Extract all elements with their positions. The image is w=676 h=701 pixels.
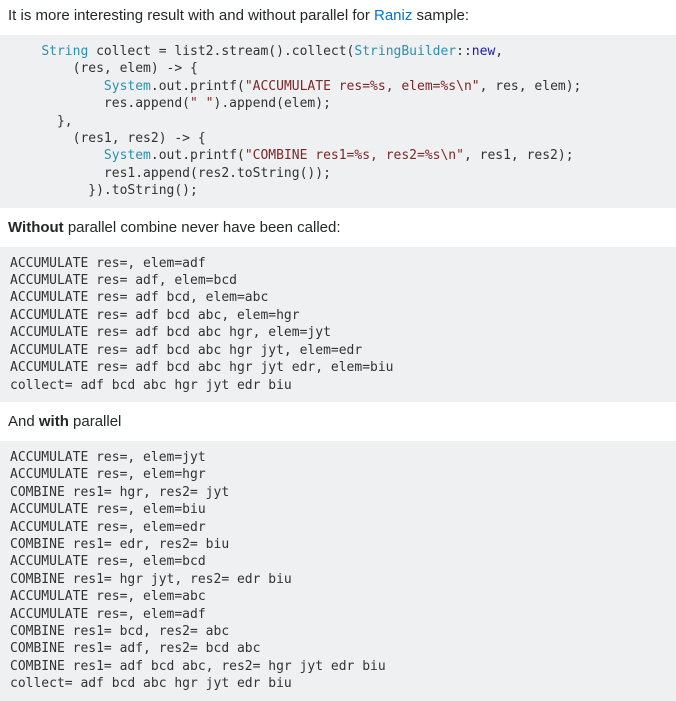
output-line: ACCUMULATE res=, elem=bcd <box>10 554 206 570</box>
code-token-pln <box>10 44 41 59</box>
intro-text-before: It is more interesting result with and without parallel for <box>8 7 374 24</box>
code-token-pln: res1.append(res2.toString()); <box>10 165 331 181</box>
output-line: collect= adf bcd abc hgr jyt edr biu <box>10 676 292 692</box>
code-line <box>10 130 666 147</box>
without-paragraph <box>0 218 676 237</box>
output-line: COMBINE res1= bcd, res2= abc <box>10 623 230 639</box>
intro-text-after: sample: <box>412 7 470 24</box>
output-line: ACCUMULATE res=, elem=edr <box>10 519 206 535</box>
output-line: ACCUMULATE res= adf bcd abc, elem=hgr <box>10 307 300 323</box>
code-line <box>10 43 666 60</box>
code-token-pln: ).append(elem); <box>213 96 331 112</box>
output-line: ACCUMULATE res=, elem=abc <box>10 589 206 605</box>
output-line: COMBINE res1= adf, res2= bcd abc <box>10 641 261 657</box>
code-token-pln: collect = list2.stream().collect( <box>88 44 355 59</box>
code-token-pln <box>10 79 104 94</box>
output-line: COMBINE res1= hgr jyt, res2= edr biu <box>10 571 292 587</box>
output-line: ACCUMULATE res= adf bcd, elem=abc <box>10 290 269 306</box>
code-token-pln: .out.printf( <box>150 78 245 94</box>
output-line: ACCUMULATE res=, elem=hgr <box>10 467 206 483</box>
output-line: COMBINE res1= edr, res2= biu <box>10 536 230 552</box>
output-line: ACCUMULATE res= adf bcd abc hgr, elem=jyt <box>10 325 331 341</box>
code-token-pln: :: <box>456 44 472 59</box>
code-token-pln: }).toString(); <box>10 183 198 199</box>
code-token-typ: System <box>103 148 151 164</box>
output-line: ACCUMULATE res= adf bcd abc hgr jyt edr, elem=biu <box>10 360 394 376</box>
output-line: ACCUMULATE res= adf, elem=bcd <box>10 273 237 289</box>
output-line: ACCUMULATE res=, elem=jyt <box>10 449 206 465</box>
code-token-pln: .out.printf( <box>150 148 245 164</box>
output-line: ACCUMULATE res= adf bcd abc hgr jyt, elem=edr <box>10 342 363 358</box>
code-token-str: "COMBINE res1=%s, res2=%s\n" <box>244 148 464 164</box>
java-code-block <box>0 35 676 208</box>
code-token-pln: , res, elem); <box>479 78 582 94</box>
code-token-pln <box>10 148 104 163</box>
code-line <box>10 147 666 164</box>
code-line <box>10 60 666 77</box>
code-token-pln: }, <box>10 113 73 129</box>
output-line: COMBINE res1= adf bcd abc, res2= hgr jyt edr biu <box>10 658 386 674</box>
code-token-pln: , res1, res2); <box>463 148 574 164</box>
code-token-typ: String <box>41 44 89 59</box>
code-token-typ: StringBuilder <box>354 44 457 59</box>
with-bold: with <box>38 412 69 430</box>
with-paragraph <box>0 412 676 431</box>
code-token-str: " " <box>190 96 214 112</box>
output-line: ACCUMULATE res=, elem=adf <box>10 255 206 271</box>
code-line <box>10 182 666 199</box>
raniz-link[interactable]: Raniz <box>374 7 413 24</box>
code-line <box>10 113 666 130</box>
output-line: ACCUMULATE res=, elem=biu <box>10 502 206 518</box>
code-token-pln: (res1, res2) -> { <box>10 131 206 147</box>
code-token-typ: System <box>103 78 151 94</box>
code-token-pln: , <box>495 44 504 59</box>
code-token-str: "ACCUMULATE res=%s, elem=%s\n" <box>244 78 480 94</box>
code-token-pln: (res, elem) -> { <box>10 61 198 77</box>
output-line: COMBINE res1= hgr, res2= jyt <box>10 484 230 500</box>
intro-paragraph <box>0 6 676 25</box>
output-line: ACCUMULATE res=, elem=adf <box>10 606 206 622</box>
code-line <box>10 78 666 95</box>
output-line: collect= adf bcd abc hgr jyt edr biu <box>10 377 292 393</box>
without-rest: parallel combine never have been called: <box>63 218 341 236</box>
output-without-parallel-block <box>0 247 676 402</box>
code-line <box>10 165 666 182</box>
code-line <box>10 95 666 112</box>
with-text-before: And <box>8 412 39 430</box>
code-token-pln: res.append( <box>10 96 191 112</box>
code-token-kwd: new <box>471 44 496 59</box>
with-text-after: parallel <box>68 412 122 430</box>
without-bold: Without <box>8 218 64 236</box>
